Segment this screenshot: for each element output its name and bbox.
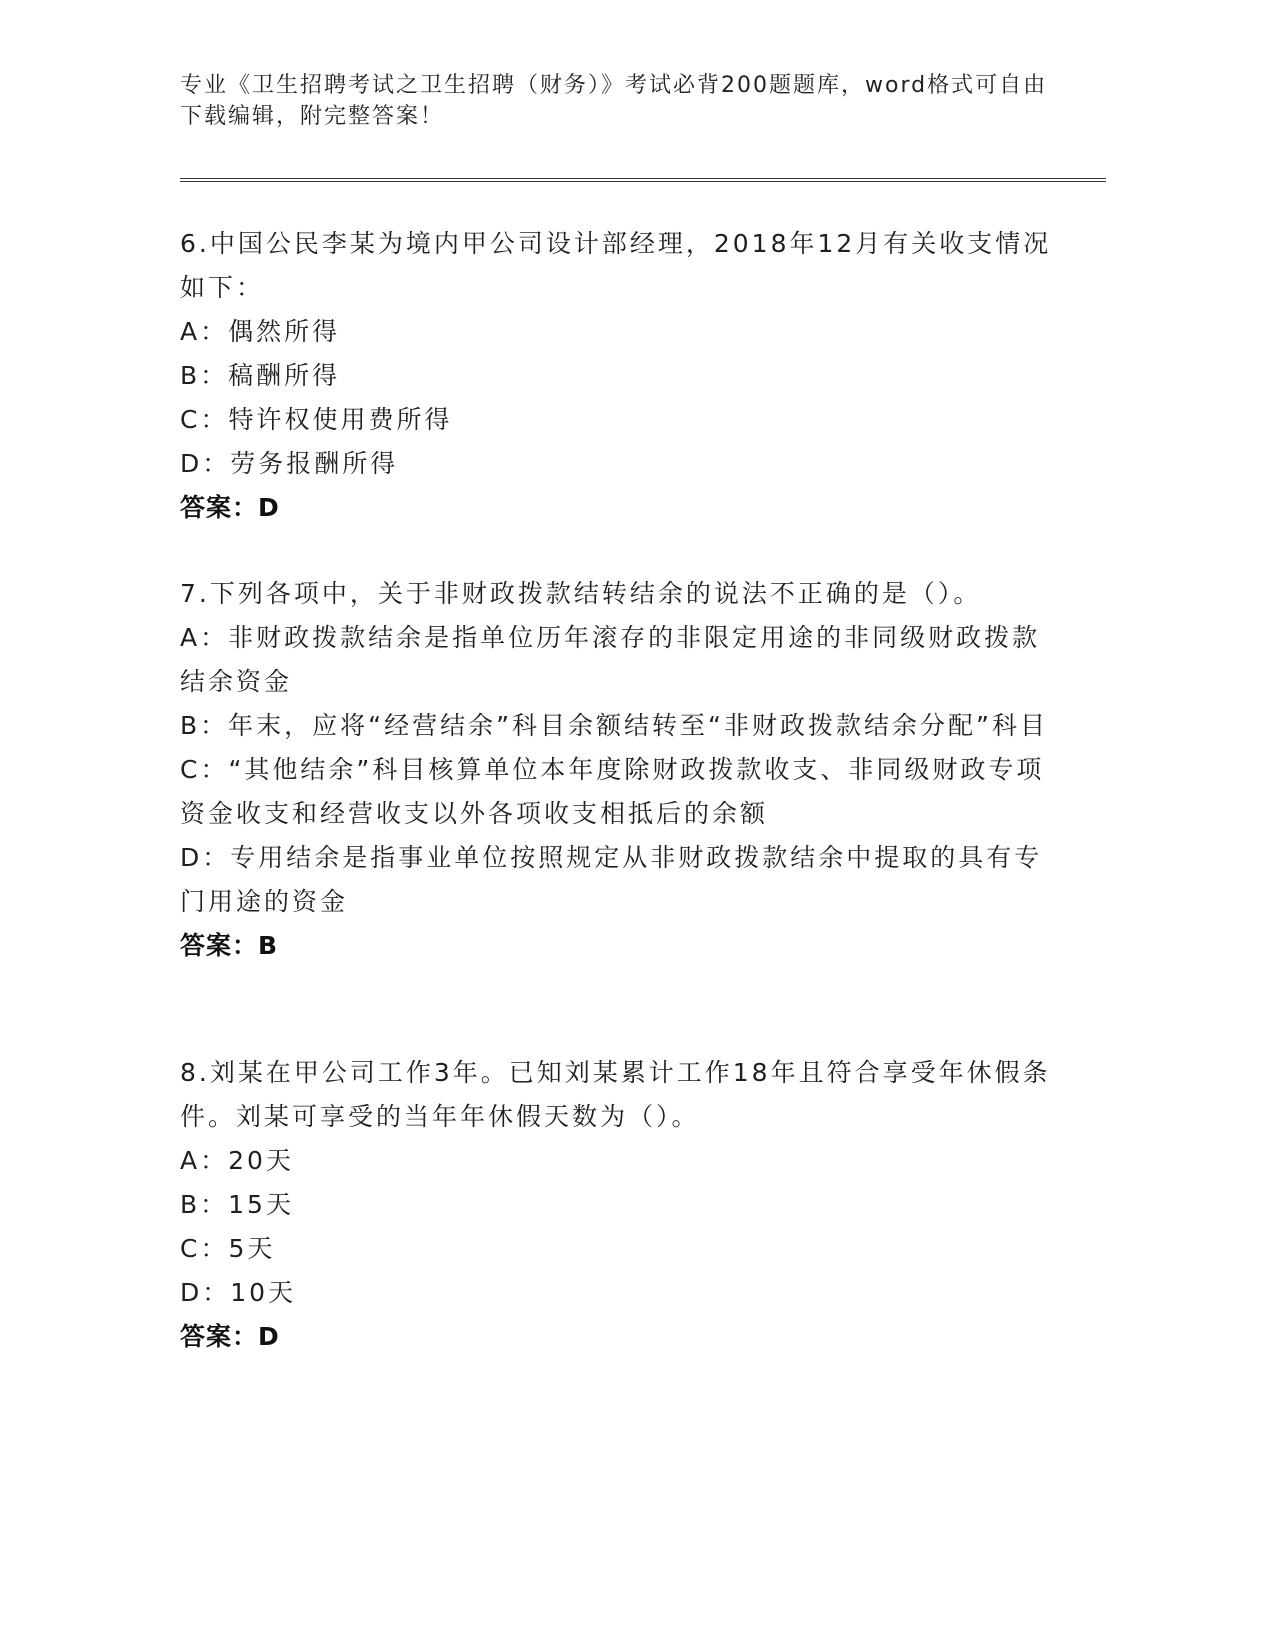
question-6 — [180, 222, 1060, 530]
header-divider — [180, 178, 1106, 182]
answer-label: 答案：D — [180, 493, 280, 522]
option-a: A：偶然所得 — [180, 317, 341, 346]
question-8 — [180, 1051, 1060, 1359]
question-stem: 6.中国公民李某为境内甲公司设计部经理，2018年12月有关收支情况如下： — [180, 229, 1052, 302]
option-d: D：劳务报酬所得 — [180, 449, 399, 478]
option-c: C：5天 — [180, 1234, 276, 1263]
option-a: A：非财政拨款结余是指单位历年滚存的非限定用途的非同级财政拨款结余资金 — [180, 623, 1041, 696]
option-c: C：“其他结余”科目核算单位本年度除财政拨款收支、非同级财政专项资金收支和经营收支以外各项收支相抵后的余额 — [180, 755, 1045, 828]
option-d: D：专用结余是指事业单位按照规定从非财政拨款结余中提取的具有专门用途的资金 — [180, 843, 1043, 916]
question-stem: 7.下列各项中，关于非财政拨款结转结余的说法不正确的是（）。 — [180, 579, 982, 608]
option-b: B：年末，应将“经营结余”科目余额结转至“非财政拨款结余分配”科目 — [180, 711, 1048, 740]
question-7 — [180, 572, 1060, 968]
answer-label: 答案：B — [180, 931, 279, 960]
option-b: B：稿酬所得 — [180, 361, 341, 390]
option-c: C：特许权使用费所得 — [180, 405, 453, 434]
document-header: 专业《卫生招聘考试之卫生招聘（财务）》考试必背200题题库，word格式可自由下载编辑，附完整答案！ — [180, 73, 1048, 129]
option-b: B：15天 — [180, 1190, 294, 1219]
question-stem: 8.刘某在甲公司工作3年。已知刘某累计工作18年且符合享受年休假条件。刘某可享受的当年年休假天数为（）。 — [180, 1058, 1051, 1131]
option-a: A：20天 — [180, 1146, 294, 1175]
option-d: D：10天 — [180, 1278, 297, 1307]
answer-label: 答案：D — [180, 1322, 280, 1351]
